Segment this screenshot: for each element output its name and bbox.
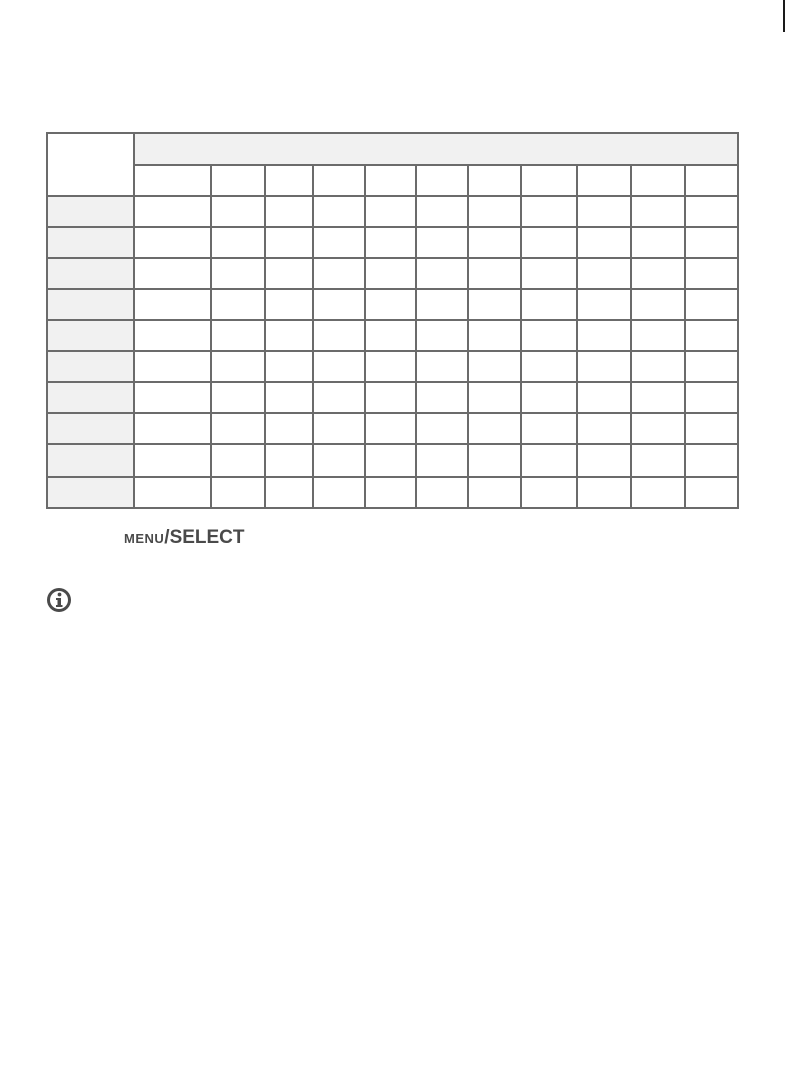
table-cell — [685, 258, 738, 289]
table-cell — [631, 258, 685, 289]
table-cell — [631, 477, 685, 508]
table-cell — [521, 196, 577, 227]
column-header-cell — [631, 165, 685, 196]
table-cell — [134, 413, 211, 444]
table-cell — [211, 382, 265, 413]
table-cell — [134, 320, 211, 351]
table-cell — [685, 444, 738, 477]
row-label-cell — [47, 351, 134, 382]
table-cell — [265, 477, 313, 508]
table-cell — [577, 444, 631, 477]
row-label-cell — [47, 413, 134, 444]
table-cell — [577, 413, 631, 444]
table-cell — [211, 227, 265, 258]
table-body — [47, 133, 738, 508]
table-corner-cell — [47, 133, 134, 196]
table-cell — [521, 351, 577, 382]
table-cell — [313, 320, 365, 351]
table-row — [47, 413, 738, 444]
table-cell — [631, 444, 685, 477]
table-row — [47, 196, 738, 227]
table-cell — [468, 258, 521, 289]
column-header-cell — [265, 165, 313, 196]
table-row — [47, 289, 738, 320]
table-cell — [365, 413, 416, 444]
table-cell — [313, 227, 365, 258]
column-header-cell — [211, 165, 265, 196]
table-cell — [521, 320, 577, 351]
select-key-text: SELECT — [169, 527, 245, 548]
table-cell — [265, 227, 313, 258]
table-cell — [685, 289, 738, 320]
table-cell — [631, 196, 685, 227]
column-header-cell — [365, 165, 416, 196]
table-cell — [685, 477, 738, 508]
table-cell — [416, 444, 468, 477]
table-cell — [265, 351, 313, 382]
column-header-cell — [577, 165, 631, 196]
table-row — [47, 477, 738, 508]
table-cell — [265, 413, 313, 444]
table-cell — [313, 258, 365, 289]
column-header-cell — [468, 165, 521, 196]
table-cell — [416, 382, 468, 413]
table-cell — [211, 413, 265, 444]
table-cell — [468, 227, 521, 258]
table-cell — [631, 382, 685, 413]
row-label-cell — [47, 320, 134, 351]
table-cell — [521, 289, 577, 320]
table-cell — [685, 227, 738, 258]
table-cell — [313, 196, 365, 227]
table-cell — [416, 351, 468, 382]
table-cell — [265, 258, 313, 289]
table-cell — [365, 351, 416, 382]
row-label-cell — [47, 196, 134, 227]
menu-select-key-label — [124, 528, 245, 549]
table-row — [47, 227, 738, 258]
table-cell — [468, 444, 521, 477]
table-cell — [468, 382, 521, 413]
table-cell — [134, 258, 211, 289]
table-cell — [577, 289, 631, 320]
table-cell — [134, 444, 211, 477]
column-header-cell — [313, 165, 365, 196]
table-cell — [521, 227, 577, 258]
table-cell — [365, 196, 416, 227]
table-cell — [313, 444, 365, 477]
table-cell — [211, 444, 265, 477]
table-cell — [577, 258, 631, 289]
table-cell — [416, 320, 468, 351]
table-cell — [313, 289, 365, 320]
table-cell — [631, 413, 685, 444]
table-cell — [211, 320, 265, 351]
crop-mark — [783, 0, 785, 32]
table-cell — [468, 289, 521, 320]
table-cell — [521, 413, 577, 444]
table-cell — [631, 227, 685, 258]
info-icon — [46, 587, 72, 613]
table-cell — [468, 477, 521, 508]
table-cell — [631, 351, 685, 382]
table-cell — [521, 382, 577, 413]
table-cell — [468, 196, 521, 227]
table-cell — [577, 320, 631, 351]
column-header-cell — [685, 165, 738, 196]
table-cell — [577, 351, 631, 382]
column-header-cell — [134, 165, 211, 196]
table-cell — [365, 227, 416, 258]
table-cell — [365, 382, 416, 413]
row-label-cell — [47, 444, 134, 477]
table-cell — [577, 477, 631, 508]
table-group-header — [134, 133, 738, 165]
table-row — [47, 382, 738, 413]
table-cell — [365, 320, 416, 351]
settings-table — [46, 132, 739, 509]
table-cell — [416, 227, 468, 258]
table-cell — [134, 289, 211, 320]
table-cell — [416, 196, 468, 227]
table-cell — [685, 320, 738, 351]
table-cell — [685, 351, 738, 382]
table-cell — [365, 258, 416, 289]
table-cell — [685, 382, 738, 413]
table-cell — [211, 351, 265, 382]
table-cell — [313, 351, 365, 382]
table-cell — [365, 289, 416, 320]
table-cell — [468, 320, 521, 351]
table-cell — [211, 258, 265, 289]
table-row — [47, 258, 738, 289]
table-cell — [365, 444, 416, 477]
table-cell — [313, 382, 365, 413]
column-header-cell — [416, 165, 468, 196]
row-label-cell — [47, 227, 134, 258]
table-cell — [211, 289, 265, 320]
table-cell — [211, 196, 265, 227]
table-cell — [416, 413, 468, 444]
table-cell — [313, 413, 365, 444]
table-cell — [631, 320, 685, 351]
table-cell — [134, 227, 211, 258]
table-header-row — [47, 133, 738, 165]
table-cell — [265, 382, 313, 413]
row-label-cell — [47, 382, 134, 413]
table-cell — [365, 477, 416, 508]
table-cell — [416, 258, 468, 289]
table-cell — [416, 477, 468, 508]
table-cell — [134, 477, 211, 508]
row-label-cell — [47, 258, 134, 289]
table-cell — [416, 289, 468, 320]
table-subheader-row — [47, 165, 738, 196]
table-cell — [685, 413, 738, 444]
table-cell — [468, 413, 521, 444]
table-cell — [211, 477, 265, 508]
row-label-cell — [47, 477, 134, 508]
column-header-cell — [521, 165, 577, 196]
table-row — [47, 320, 738, 351]
row-label-cell — [47, 289, 134, 320]
table-cell — [265, 444, 313, 477]
table-cell — [631, 289, 685, 320]
table-cell — [468, 351, 521, 382]
table-cell — [577, 196, 631, 227]
table-cell — [577, 382, 631, 413]
table-row — [47, 444, 738, 477]
table-cell — [521, 477, 577, 508]
table-cell — [134, 196, 211, 227]
table-cell — [265, 196, 313, 227]
table-cell — [134, 351, 211, 382]
menu-key-text: MENU — [124, 531, 165, 546]
table-cell — [265, 289, 313, 320]
table-cell — [521, 258, 577, 289]
table-cell — [265, 320, 313, 351]
table-cell — [521, 444, 577, 477]
table-cell — [577, 227, 631, 258]
table-cell — [134, 382, 211, 413]
table-cell — [685, 196, 738, 227]
key-separator: / — [164, 527, 170, 548]
table-row — [47, 351, 738, 382]
table-cell — [313, 477, 365, 508]
